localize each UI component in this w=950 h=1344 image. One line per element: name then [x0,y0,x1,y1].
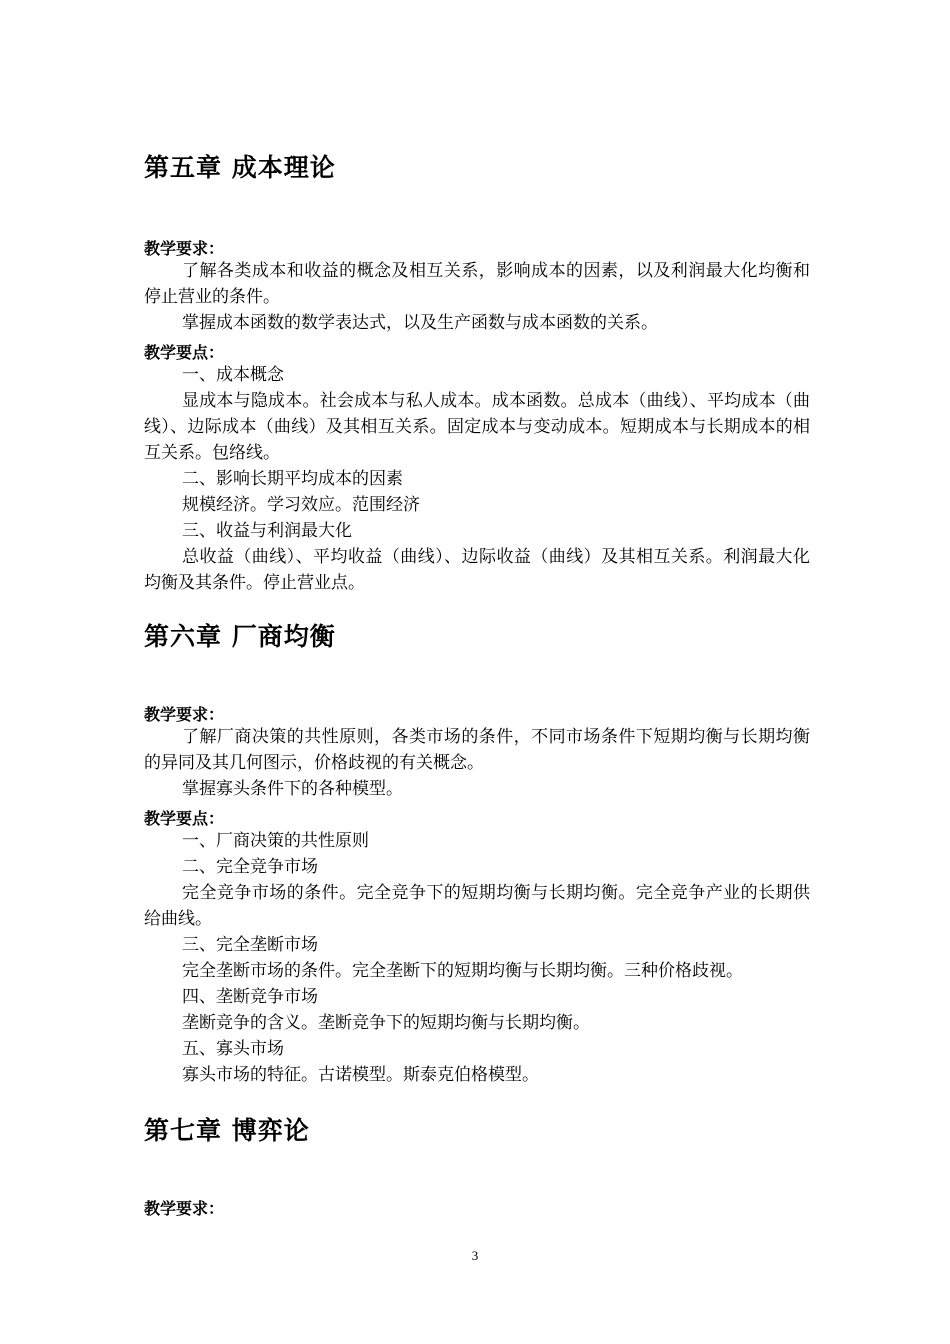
ch6-keypoint-5: 五、寡头市场 [182,1039,284,1059]
ch5-requirements-para-1: 了解各类成本和收益的概念及相互关系，影响成本的因素，以及利润最大化均衡和停止营业的条件。 [144,261,810,307]
ch6-keypoint-5-body: 寡头市场的特征。古诺模型。斯泰克伯格模型。 [182,1065,539,1085]
ch6-keypoints-label: 教学要点： [144,809,225,828]
ch5-requirements-label: 教学要求： [144,239,225,258]
chapter-7-title: 第七章 博弈论 [144,1116,310,1145]
ch5-keypoint-1-body: 显成本与隐成本。社会成本与私人成本。成本函数。总成本（曲线）、平均成本（曲线）、边际成本（曲线）及其相互关系。固定成本与变动成本。短期成本与长期成本的相互关系。包络线。 [144,391,810,463]
ch5-requirements-para-2: 掌握成本函数的数学表达式，以及生产函数与成本函数的关系。 [182,313,658,333]
ch6-keypoint-4-body: 垄断竞争的含义。垄断竞争下的短期均衡与长期均衡。 [182,1013,590,1033]
ch5-keypoint-3-body: 总收益（曲线）、平均收益（曲线）、边际收益（曲线）及其相互关系。利润最大化均衡及其条件。停止营业点。 [144,547,810,593]
ch6-requirements-label: 教学要求： [144,705,225,724]
ch6-keypoint-3-body: 完全垄断市场的条件。完全垄断下的短期均衡与长期均衡。三种价格歧视。 [182,961,743,981]
ch6-keypoint-3: 三、完全垄断市场 [182,935,318,955]
ch5-keypoint-3: 三、收益与利润最大化 [182,521,352,541]
ch6-keypoint-2-body: 完全竞争市场的条件。完全竞争下的短期均衡与长期均衡。完全竞争产业的长期供给曲线。 [144,883,810,929]
ch6-keypoint-1: 一、厂商决策的共性原则 [182,831,369,851]
chapter-6-title: 第六章 厂商均衡 [144,622,336,651]
ch5-keypoints-label: 教学要点： [144,343,225,362]
ch7-requirements-label: 教学要求： [144,1199,225,1218]
ch5-keypoint-1: 一、成本概念 [182,365,284,385]
page-number: 3 [471,1248,479,1263]
ch6-keypoint-2: 二、完全竞争市场 [182,857,318,877]
ch6-requirements-para-2: 掌握寡头条件下的各种模型。 [182,779,403,799]
ch6-keypoint-4: 四、垄断竞争市场 [182,987,318,1007]
ch6-requirements-para-1: 了解厂商决策的共性原则，各类市场的条件，不同市场条件下短期均衡与长期均衡的异同及其几何图示，价格歧视的有关概念。 [144,727,810,773]
ch5-keypoint-2: 二、影响长期平均成本的因素 [182,469,403,489]
chapter-5-title: 第五章 成本理论 [144,153,336,182]
ch5-keypoint-2-body: 规模经济。学习效应。范围经济 [182,495,420,515]
